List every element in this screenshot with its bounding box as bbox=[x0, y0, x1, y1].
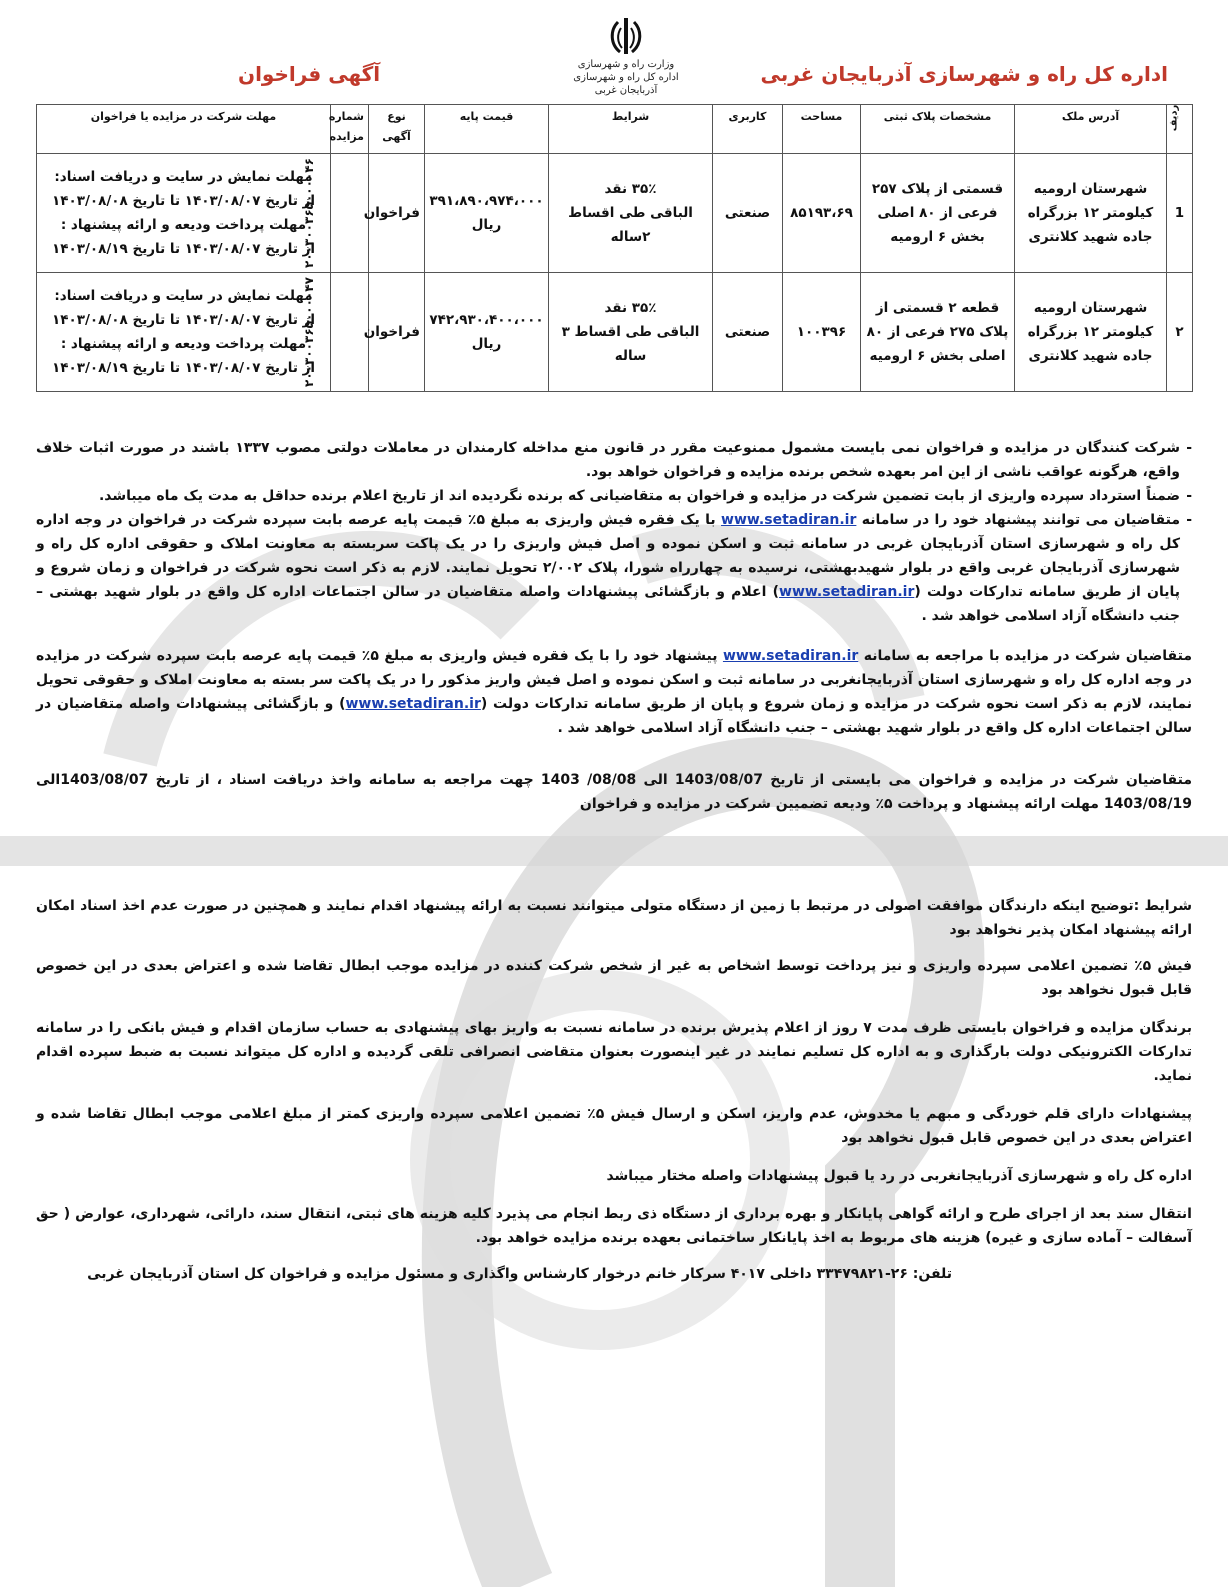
bullet-list bbox=[36, 436, 1192, 628]
condition-cash: ۳۵٪ نقد bbox=[604, 300, 657, 316]
condition-item: اداره کل راه و شهرسازی آذربایجانغربی در رد یا قبول پیشنهادات واصله مختار میباشد bbox=[606, 1168, 1192, 1184]
price-value: ۷۴۲،۹۳۰،۴۰۰،۰۰۰ bbox=[429, 312, 544, 328]
setadiran-link[interactable]: www.setadiran.ir bbox=[779, 584, 915, 600]
condition-cash: ۳۵٪ نقد bbox=[604, 181, 657, 197]
emblem-office: اداره کل راه و شهرسازی آذربایجان غربی bbox=[573, 72, 679, 96]
header-auction-number: شماره مزایده bbox=[331, 105, 369, 154]
text-segment: ) و بازگشائی پیشنهادات واصله متقاضیان در سالن اجتماعات اداره کل واقع در بلوار شهید بهشتی – جنب دانشگاه آزاد اسلامی خواهد شد . bbox=[36, 696, 1192, 736]
header-area: مساحت bbox=[783, 105, 861, 154]
cell-plate: قطعه ۲ قسمتی از پلاک ۲۷۵ فرعی از ۸۰ اصلی بخش ۶ ارومیه bbox=[861, 273, 1015, 392]
text-segment: پیشنهاد خود را با یک فقره فیش واریزی به مبلغ ۵٪ قیمت پایه عرصه بابت سپرده شرکت در مزایده در وجه اداره کل راه و شهرسازی استان آذربایجانغربی در سامانه ثبت و اسکن نموده و اصل فیش واریز مذکور را در یک پاکت سر بسته به معاونت املاک و حقوقی تحویل نمایند، لازم به ذکر است نحوه شرکت در مزایده و زمان شروع و پایان از طریق سامانه تدارکات دولت ( bbox=[36, 648, 1192, 712]
cell-notice-type: فراخوان bbox=[369, 154, 425, 273]
price-unit: ریال bbox=[471, 336, 502, 352]
text-segment: متقاضیان می توانند پیشنهاد خود را در سامانه bbox=[861, 512, 1180, 528]
header-plate: مشخصات پلاک ثبتی bbox=[861, 105, 1015, 154]
condition-item: پیشنهادات دارای قلم خوردگی و مبهم یا مخدوش، عدم واریز، اسکن و ارسال فیش ۵٪ تضمین اعلامی سپرده واریزی کمتر از مبلغ اعلامی موجب ابطال تقاضا شده و اعتراض بعدی در این خصوص قابل قبول نخواهد بود bbox=[36, 1106, 1192, 1146]
bullet-conflict-of-interest: - شرکت کنندگان در مزایده و فراخوان نمی بایست مشمول ممنوعیت مقرر در قانون منع مداخله کارمندان در معاملات دولتی مصوب ۱۳۳۷ باشند در صورت اثبات خلاف واقع، هرگونه عواقب ناشی از این امر بعهده شخص برنده مزایده و فراخوان خواهد بود. bbox=[36, 436, 1192, 484]
text-segment: ) اعلام و بازگشائی پیشنهادات واصله متقاضیان در سالن اجتماعات اداره کل واقع در بلوار شهید بهشتی – جنب دانشگاه آزاد اسلامی خواهد شد . bbox=[36, 584, 1180, 624]
paragraph-dates: متقاضیان شرکت در مزایده و فراخوان می بایستی از تاریخ 1403/08/07 الی 08/08/ 1403 چهت مراجعه به سامانه واخذ دریافت اسناد ، از تاریخ 1403/08/07الی 1403/08/19 مهلت ارائه پیشنهاد و پرداخت ۵٪ ودیعه تضمیین شرکت در مزایده و فراخوان bbox=[36, 772, 1193, 812]
bullet-submission bbox=[36, 508, 1192, 628]
header-base-price: قیمت پایه bbox=[425, 105, 549, 154]
cell-address: شهرستان ارومیه کیلومتر ۱۲ بزرگراه جاده شهید کلانتری bbox=[1015, 273, 1167, 392]
org-title: اداره کل راه و شهرسازی آذربایجان غربی bbox=[760, 62, 1168, 86]
cell-deadline bbox=[37, 154, 331, 273]
header-notice-type: نوع آگهی bbox=[369, 105, 425, 154]
cell-usage: صنعتی bbox=[713, 154, 783, 273]
contact-line: تلفن: ۲۶-۳۳۴۷۹۸۲۱ داخلی ۴۰۱۷ سرکار خانم درخوار کارشناس واگذاری و مسئول مزایده و فراخوان کل استان آذربایجان غربی bbox=[87, 1266, 952, 1282]
setadiran-link[interactable]: www.setadiran.ir bbox=[722, 648, 859, 664]
cell-auction-number: ۲۰۰۳۰۰۳۶۵۰۰۰۰۴۷ bbox=[331, 273, 369, 392]
table-row bbox=[37, 273, 1193, 392]
condition-installments: الباقی طی اقساط ۲ساله bbox=[568, 205, 693, 245]
deadline-line: از تاریخ ۱۴۰۳/۰۸/۰۷ تا تاریخ ۱۴۰۳/۰۸/۰۸ bbox=[51, 312, 316, 328]
cell-conditions bbox=[549, 273, 713, 392]
deadline-line: از تاریخ ۱۴۰۳/۰۸/۰۷ تا تاریخ ۱۴۰۳/۰۸/۱۹ bbox=[51, 360, 316, 376]
setadiran-link[interactable]: www.setadiran.ir bbox=[721, 512, 857, 528]
header-row-number: ردیف bbox=[1167, 105, 1193, 154]
notice-title: آگهی فراخوان bbox=[238, 62, 381, 86]
cell-usage: صنعتی bbox=[713, 273, 783, 392]
auction-table bbox=[36, 104, 1193, 392]
cell-conditions bbox=[549, 154, 713, 273]
emblem-ministry: وزارت راه و شهرسازی bbox=[577, 59, 675, 70]
cell-deadline bbox=[37, 273, 331, 392]
condition-item: فیش ۵٪ تضمین اعلامی سپرده واریزی و نیز پرداخت توسط اشخاص به غیر از شخص شرکت کننده در مزایده موجب ابطال تقاضا شده و اعتراض بعدی در این خصوص قابل قبول نخواهد بود bbox=[36, 958, 1192, 998]
text-segment: متقاضیان شرکت در مزایده با مراجعه به سامانه bbox=[863, 648, 1193, 664]
header-address: آدرس ملک bbox=[1015, 105, 1167, 154]
deadline-line: مهلت نمایش در سایت و دریافت اسناد: bbox=[54, 169, 313, 185]
cell-notice-type: فراخوان bbox=[369, 273, 425, 392]
header-conditions: شرایط bbox=[549, 105, 713, 154]
condition-installments: الباقی طی اقساط ۳ ساله bbox=[561, 324, 700, 364]
iran-emblem-icon bbox=[606, 14, 646, 58]
cell-area: ۱۰۰۳۹۶ bbox=[783, 273, 861, 392]
cell-row-number: ۲ bbox=[1167, 273, 1193, 392]
header-deadline: مهلت شرکت در مزایده یا فراخوان bbox=[37, 105, 331, 154]
condition-item: شرایط :توضیح اینکه دارندگان موافقت اصولی در مرتبط با زمین از دستگاه متولی میتوانند نسبت به ارائه پیشنهاد اقدام نمایند و همچنین در صورت عدم اخذ اسناد امکان ارائه پیشنهاد امکان پذیر نخواهد بود bbox=[36, 898, 1192, 938]
cell-row-number: 1 bbox=[1167, 154, 1193, 273]
cell-auction-number: ۲۰۰۳۰۰۳۶۵۰۰۰۰۴۶ bbox=[331, 154, 369, 273]
table-row bbox=[37, 154, 1193, 273]
cell-plate: قسمتی از پلاک ۲۵۷ فرعی از ۸۰ اصلی بخش ۶ ارومیه bbox=[861, 154, 1015, 273]
price-value: ۳۹۱،۸۹۰،۹۷۴،۰۰۰ bbox=[429, 193, 544, 209]
cell-address: شهرستان ارومیه کیلومتر ۱۲ بزرگراه جاده شهید کلانتری bbox=[1015, 154, 1167, 273]
text-segment: با یک فقره فیش واریزی به مبلغ ۵٪ قیمت پایه عرصه بابت سپرده شرکت در فراخوان در وجه اداره کل راه و شهرسازی استان آذربایجان غربی در سامانه ثبت و اسکن نموده و اصل فیش واریزی را در یک پاکت سربسته به معاونت املاک و حقوقی اداره کل راه و شهرسازی آذربایجان غربی واقع در بلوار شهیدبهشتی، نرسیده به چهارراه شورا، پلاک ۲/۰۰۲ تحویل نمایند. لازم به ذکر است نحوه شرکت در فراخوان و زمان شروع و پایان از طریق سامانه تدارکات دولت ( bbox=[36, 512, 1181, 600]
conditions-section bbox=[36, 894, 1192, 1286]
deadline-line: مهلت پرداخت ودیعه و ارائه پیشنهاد : bbox=[60, 336, 307, 352]
paragraph-auction-submission bbox=[36, 644, 1192, 740]
condition-item: انتقال سند بعد از اجرای طرح و ارائه گواهی پایانکار و بهره برداری از دستگاه ذی ربط انجام می پذیرد کلیه هزینه های ثبتی، انتقال سند، دارائی، شهرداری، عوارض ( حق آسفالت – آماده سازی و غیره) هزینه های مربوط به اخذ پایانکار ساختمانی بعهده برنده مزایده خواهد بود. bbox=[36, 1206, 1192, 1246]
header-usage: کاربری bbox=[713, 105, 783, 154]
table-header-row bbox=[37, 105, 1193, 154]
emblem bbox=[566, 14, 686, 100]
deadline-line: از تاریخ ۱۴۰۳/۰۸/۰۷ تا تاریخ ۱۴۰۳/۰۸/۱۹ bbox=[51, 241, 316, 257]
setadiran-link[interactable]: www.setadiran.ir bbox=[345, 696, 481, 712]
deadline-line: مهلت نمایش در سایت و دریافت اسناد: bbox=[54, 288, 313, 304]
condition-item: برندگان مزایده و فراخوان بایستی ظرف مدت ۷ روز از اعلام پذیرش برنده در سامانه نسبت به واریز بهای پیشنهادی به حساب سازمان اقدام و فیش بانکی را در سامانه تدارکات الکترونیکی دولت بارگذاری و به اداره کل تسلیم نمایند در غیر اینصورت بعنوان متقاضی انصرافی تلقی گردیده و اداره کل میتواند نسبت به ضبط سپرده اقدام نماید. bbox=[36, 1020, 1192, 1084]
cell-base-price bbox=[425, 154, 549, 273]
cell-area: ۸۵۱۹۳،۶۹ bbox=[783, 154, 861, 273]
paragraph-text bbox=[36, 644, 1192, 740]
deadline-line: مهلت پرداخت ودیعه و ارائه پیشنهاد : bbox=[60, 217, 307, 233]
price-unit: ریال bbox=[471, 217, 502, 233]
bullet-deposit-refund: - ضمناً استرداد سپرده واریزی از بابت تضمین شرکت در مزایده و فراخوان به متقاضیانی که برنده نگردیده اند از تاریخ اعلام برنده حداقل به مدت یک ماه میباشد. bbox=[36, 484, 1192, 508]
cell-base-price bbox=[425, 273, 549, 392]
deadline-line: از تاریخ ۱۴۰۳/۰۸/۰۷ تا تاریخ ۱۴۰۳/۰۸/۰۸ bbox=[51, 193, 316, 209]
